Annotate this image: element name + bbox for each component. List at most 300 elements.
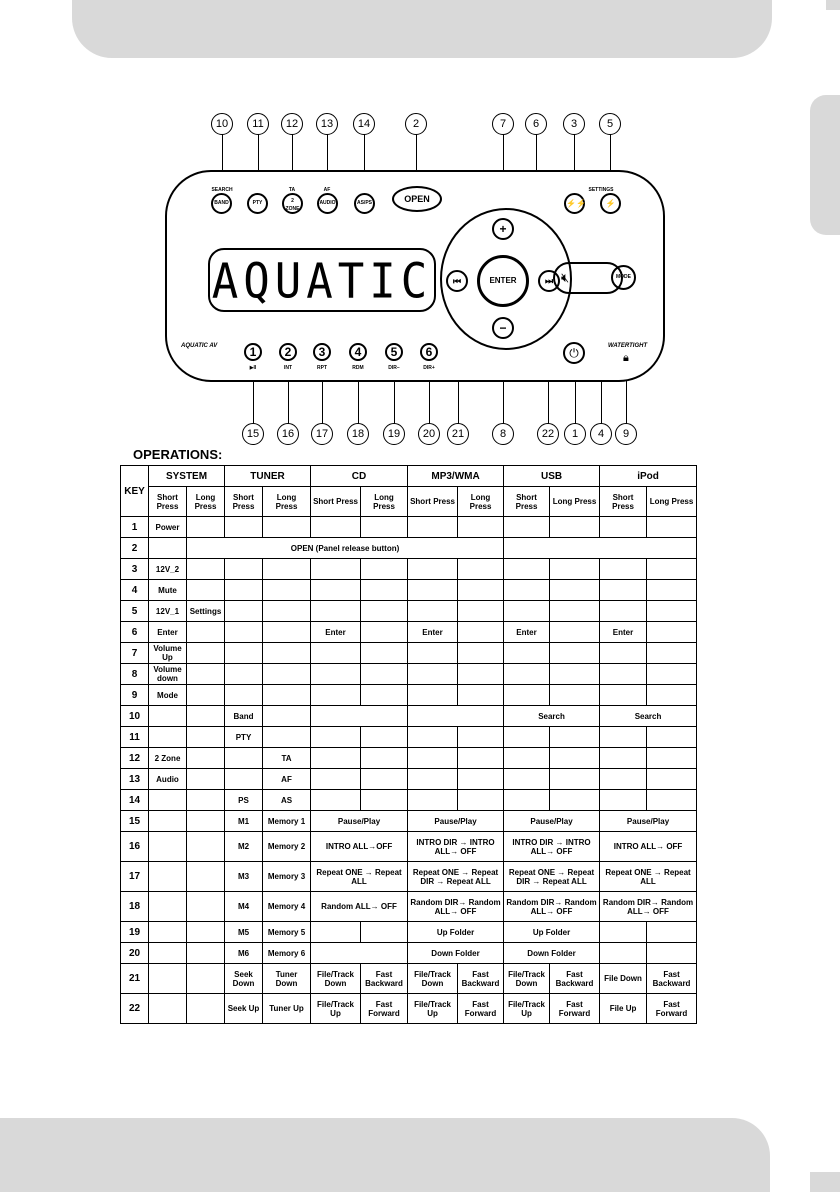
system-long-cell [187, 832, 225, 862]
cd-long-cell: Fast Backward [361, 964, 408, 994]
callout-bottom: 17 [311, 423, 333, 445]
mp3-merged-cell: Repeat ONE → Repeat DIR → Repeat ALL [408, 862, 504, 892]
tuner-short-cell [225, 748, 263, 769]
cd-long-cell [361, 643, 408, 664]
mp3-merged-cell: INTRO DIR → INTRO ALL→ OFF [408, 832, 504, 862]
mode-button[interactable]: MODE [611, 265, 636, 290]
mp3-short-cell [408, 790, 458, 811]
ipod-long-cell [647, 769, 697, 790]
tuner-long-cell [263, 685, 311, 706]
tuner-short-cell [225, 580, 263, 601]
mp3-long-cell [458, 790, 504, 811]
ipod-short-cell [600, 727, 647, 748]
tuner-short-cell [225, 559, 263, 580]
cd-merged-cell [311, 943, 408, 964]
callout-top: 13 [316, 113, 338, 135]
table-row [121, 559, 697, 580]
ipod-long-cell [647, 643, 697, 664]
cd-merged-cell [311, 706, 408, 727]
enter-button[interactable]: ENTER [477, 255, 529, 307]
long-press-header: Long Press [550, 487, 600, 517]
usb-merged-cell: Search [504, 706, 600, 727]
system-short-cell: Volume down [149, 664, 187, 685]
preset-2-caption: INT [283, 365, 293, 371]
callout-bottom: 4 [590, 423, 612, 445]
system-short-cell: Mute [149, 580, 187, 601]
ipod-short-cell [600, 559, 647, 580]
tuner-long-cell: AF [263, 769, 311, 790]
cd-long-cell [361, 580, 408, 601]
cd-short-cell [311, 685, 361, 706]
usb-long-cell [550, 622, 600, 643]
system-short-cell [149, 964, 187, 994]
table-row [121, 601, 697, 622]
usb-short-cell [504, 580, 550, 601]
ipod-long-cell [647, 790, 697, 811]
usb-long-cell [550, 643, 600, 664]
table-row [121, 994, 697, 1024]
usb-short-cell [504, 643, 550, 664]
tuner-short-cell [225, 622, 263, 643]
group-header: SYSTEM [149, 466, 225, 487]
ipod-merged-cell: Random DIR→ Random ALL→ OFF [600, 892, 697, 922]
short-press-header: Short Press [600, 487, 647, 517]
mp3-short-cell [408, 601, 458, 622]
system-short-cell [149, 811, 187, 832]
mp3-merged-cell: Up Folder [408, 922, 504, 943]
tuner-short-cell: Seek Down [225, 964, 263, 994]
long-press-header: Long Press [263, 487, 311, 517]
ipod-long-cell: Fast Forward [647, 994, 697, 1024]
mp3-short-cell [408, 580, 458, 601]
callout-bottom: 16 [277, 423, 299, 445]
operations-table-body [121, 466, 697, 1024]
callout-top: 6 [525, 113, 547, 135]
cd-short-cell [311, 727, 361, 748]
tuner-long-cell: Memory 4 [263, 892, 311, 922]
usb-long-cell [550, 517, 600, 538]
system-long-cell [187, 943, 225, 964]
cd-long-cell [361, 664, 408, 685]
cd-short-cell [311, 601, 361, 622]
table-row [121, 922, 697, 943]
audio-button[interactable]: AUDIO [317, 193, 338, 214]
mp3-long-cell [458, 748, 504, 769]
mp3-short-cell [408, 769, 458, 790]
ipod-short-cell [600, 943, 647, 964]
preset-6-caption: DIR+ [423, 365, 435, 371]
tuner-long-cell: Memory 5 [263, 922, 311, 943]
tuner-long-cell [263, 727, 311, 748]
tuner-long-cell: AS [263, 790, 311, 811]
ipod-merged-cell: Repeat ONE → Repeat ALL [600, 862, 697, 892]
lock-icon: 🔒︎ [623, 352, 629, 364]
tuner-long-cell [263, 559, 311, 580]
ipod-merged-cell: INTRO ALL→ OFF [600, 832, 697, 862]
zone-button[interactable]: 2 ZONE [282, 193, 303, 214]
table-row [121, 706, 697, 727]
usb-long-cell [550, 664, 600, 685]
ipod-long-cell: Fast Backward [647, 964, 697, 994]
ipod-long-cell [647, 748, 697, 769]
volume-down-button[interactable]: − [492, 317, 514, 339]
ipod-short-cell [600, 601, 647, 622]
system-long-cell [187, 790, 225, 811]
side-tab [810, 95, 840, 235]
ipod-short-cell: File Down [600, 964, 647, 994]
cd-long-cell [361, 922, 408, 943]
callout-top: 11 [247, 113, 269, 135]
key-cell: 2 [121, 538, 149, 559]
system-long-cell [187, 811, 225, 832]
usb-merged-cell: Repeat ONE → Repeat DIR → Repeat ALL [504, 862, 600, 892]
group-header: iPod [600, 466, 697, 487]
table-row [121, 643, 697, 664]
preset-2-button[interactable]: 2 [279, 343, 297, 361]
system-long-cell [187, 643, 225, 664]
ipod-long-cell [647, 664, 697, 685]
short-press-header: Short Press [225, 487, 263, 517]
ipod-long-cell [647, 580, 697, 601]
cd-merged-cell: Pause/Play [311, 811, 408, 832]
system-long-cell [187, 964, 225, 994]
table-row [121, 685, 697, 706]
table-row [121, 622, 697, 643]
tuner-long-cell: Memory 1 [263, 811, 311, 832]
next-track-button[interactable]: ⏭ [538, 270, 560, 292]
mp3-long-cell [458, 601, 504, 622]
12v-1-button[interactable]: ⚡ [600, 193, 621, 214]
tuner-long-cell: Memory 6 [263, 943, 311, 964]
key-cell: 16 [121, 832, 149, 862]
settings-button-caption: SETTINGS [588, 187, 614, 193]
mp3-long-cell [458, 664, 504, 685]
key-cell: 10 [121, 706, 149, 727]
ipod-short-cell [600, 517, 647, 538]
cd-long-cell [361, 769, 408, 790]
callout-bottom: 15 [242, 423, 264, 445]
preset-5-button[interactable]: 5 [385, 343, 403, 361]
usb-merged-cell: Down Folder [504, 943, 600, 964]
key-cell: 18 [121, 892, 149, 922]
mp3-long-cell [458, 580, 504, 601]
usb-merged-cell: Random DIR→ Random ALL→ OFF [504, 892, 600, 922]
table-header-row [121, 466, 697, 487]
tuner-short-cell: PS [225, 790, 263, 811]
audio-button-caption: AF [323, 187, 331, 193]
usb-merged-cell: Pause/Play [504, 811, 600, 832]
header-band [72, 0, 772, 58]
band-button-caption: SEARCH [211, 187, 233, 193]
usb-long-cell: Fast Forward [550, 994, 600, 1024]
usb-long-cell [550, 580, 600, 601]
system-short-cell: Power [149, 517, 187, 538]
mp3-long-cell [458, 559, 504, 580]
system-long-cell [187, 664, 225, 685]
cd-short-cell [311, 580, 361, 601]
group-header: USB [504, 466, 600, 487]
usb-short-cell [504, 601, 550, 622]
usb-short-cell [504, 727, 550, 748]
tuner-short-cell: M1 [225, 811, 263, 832]
ipod-short-cell [600, 664, 647, 685]
system-short-cell [149, 790, 187, 811]
usb-long-cell [550, 601, 600, 622]
cd-long-cell [361, 727, 408, 748]
tuner-long-cell [263, 622, 311, 643]
system-short-cell [149, 832, 187, 862]
cd-long-cell [361, 622, 408, 643]
system-long-cell [187, 622, 225, 643]
mp3-long-cell [458, 727, 504, 748]
key-cell: 9 [121, 685, 149, 706]
table-row [121, 727, 697, 748]
watertight-label: WATERTIGHT [608, 343, 648, 349]
12v-2-button[interactable]: ⚡⚡ [564, 193, 585, 214]
tuner-short-cell [225, 685, 263, 706]
key-cell: 17 [121, 862, 149, 892]
ipod-long-cell [647, 727, 697, 748]
short-press-header: Short Press [149, 487, 187, 517]
cd-merged-cell: Repeat ONE → Repeat ALL [311, 862, 408, 892]
cd-short-cell [311, 664, 361, 685]
system-long-cell: Settings [187, 601, 225, 622]
short-press-header: Short Press [504, 487, 550, 517]
table-row [121, 811, 697, 832]
mute-icon[interactable]: 🔇︎ [561, 270, 570, 285]
system-long-cell [187, 559, 225, 580]
system-long-cell [187, 994, 225, 1024]
tuner-short-cell [225, 664, 263, 685]
usb-short-cell [504, 559, 550, 580]
system-long-cell [187, 922, 225, 943]
tuner-long-cell [263, 664, 311, 685]
as-ps-button[interactable]: AS/PS [354, 193, 375, 214]
usb-long-cell [550, 790, 600, 811]
short-press-header: Short Press [311, 487, 361, 517]
preset-6-button[interactable]: 6 [420, 343, 438, 361]
tuner-long-cell [263, 517, 311, 538]
system-short-cell: 2 Zone [149, 748, 187, 769]
tuner-short-cell: M4 [225, 892, 263, 922]
tuner-short-cell: M6 [225, 943, 263, 964]
tuner-short-cell: Seek Up [225, 994, 263, 1024]
ipod-short-cell [600, 790, 647, 811]
system-short-cell: Audio [149, 769, 187, 790]
system-short-cell: 12V_1 [149, 601, 187, 622]
system-long-cell [187, 769, 225, 790]
preset-3-button[interactable]: 3 [313, 343, 331, 361]
display-text: AQUATIC [211, 253, 433, 310]
mp3-long-cell [458, 769, 504, 790]
usb-long-cell: Fast Backward [550, 964, 600, 994]
open-cell: OPEN (Panel release button) [187, 538, 504, 559]
lcd-display [208, 248, 436, 312]
ipod-short-cell [600, 580, 647, 601]
mp3-merged-cell: Down Folder [408, 943, 504, 964]
table-row [121, 892, 697, 922]
callout-top: 14 [353, 113, 375, 135]
system-short-cell: Enter [149, 622, 187, 643]
long-press-header: Long Press [458, 487, 504, 517]
preset-3-caption: RPT [317, 365, 327, 371]
mp3-merged-cell: Pause/Play [408, 811, 504, 832]
ipod-long-cell [647, 622, 697, 643]
usb-long-cell [550, 727, 600, 748]
zone-button-caption: TA [288, 187, 296, 193]
cd-long-cell [361, 559, 408, 580]
pty-button[interactable]: PTY [247, 193, 268, 214]
usb-short-cell: Enter [504, 622, 550, 643]
callout-bottom: 9 [615, 423, 637, 445]
key-cell: 14 [121, 790, 149, 811]
mp3-short-cell [408, 685, 458, 706]
mp3-short-cell: Enter [408, 622, 458, 643]
ipod-short-cell: Enter [600, 622, 647, 643]
ipod-long-cell [647, 943, 697, 964]
tuner-short-cell: Band [225, 706, 263, 727]
tuner-long-cell [263, 643, 311, 664]
ipod-long-cell [647, 685, 697, 706]
preset-1-button[interactable]: 1 [244, 343, 262, 361]
cd-short-cell: File/Track Up [311, 994, 361, 1024]
cd-short-cell [311, 643, 361, 664]
tuner-long-cell: Tuner Up [263, 994, 311, 1024]
system-long-cell [187, 580, 225, 601]
tuner-short-cell: M3 [225, 862, 263, 892]
mp3-short-cell [408, 517, 458, 538]
table-row [121, 517, 697, 538]
operations-title: OPERATIONS: [133, 447, 223, 462]
power-button[interactable]: ⏻ [563, 342, 585, 364]
key-cell: 4 [121, 580, 149, 601]
callout-bottom: 19 [383, 423, 405, 445]
open-button[interactable]: OPEN [392, 186, 442, 212]
tuner-long-cell: Tuner Down [263, 964, 311, 994]
key-cell: 21 [121, 964, 149, 994]
ipod-merged-cell: Pause/Play [600, 811, 697, 832]
system-short-cell [149, 538, 187, 559]
ipod-short-cell [600, 748, 647, 769]
usb-long-cell [550, 559, 600, 580]
table-row [121, 790, 697, 811]
band-button[interactable]: BAND [211, 193, 232, 214]
callout-bottom: 20 [418, 423, 440, 445]
ipod-short-cell [600, 769, 647, 790]
tuner-short-cell [225, 769, 263, 790]
cd-long-cell [361, 517, 408, 538]
footer-tab [810, 1172, 840, 1192]
table-row [121, 748, 697, 769]
usb-short-cell: File/Track Down [504, 964, 550, 994]
ipod-short-cell [600, 922, 647, 943]
cd-short-cell [311, 790, 361, 811]
footer-band [0, 1118, 770, 1192]
system-short-cell [149, 994, 187, 1024]
ipod-short-cell: File Up [600, 994, 647, 1024]
volume-up-button[interactable]: + [492, 218, 514, 240]
tuner-long-cell [263, 580, 311, 601]
key-cell: 11 [121, 727, 149, 748]
table-row [121, 832, 697, 862]
long-press-header: Long Press [187, 487, 225, 517]
table-row [121, 769, 697, 790]
system-long-cell [187, 748, 225, 769]
ipod-short-cell [600, 643, 647, 664]
tuner-short-cell: M5 [225, 922, 263, 943]
system-long-cell [187, 685, 225, 706]
cd-long-cell: Fast Forward [361, 994, 408, 1024]
key-header: KEY [121, 466, 149, 517]
system-long-cell [187, 706, 225, 727]
header-tab [826, 0, 840, 10]
tuner-long-cell [263, 706, 311, 727]
long-press-header: Long Press [647, 487, 697, 517]
usb-long-cell [550, 685, 600, 706]
ipod-short-cell [600, 685, 647, 706]
previous-track-button[interactable]: ⏮ [446, 270, 468, 292]
system-short-cell [149, 706, 187, 727]
brand-logo: AQUATIC AV [181, 343, 218, 349]
cd-long-cell [361, 790, 408, 811]
preset-4-button[interactable]: 4 [349, 343, 367, 361]
cd-long-cell [361, 748, 408, 769]
callout-bottom: 22 [537, 423, 559, 445]
key-cell: 15 [121, 811, 149, 832]
group-header: TUNER [225, 466, 311, 487]
cd-short-cell: Enter [311, 622, 361, 643]
cd-short-cell: File/Track Down [311, 964, 361, 994]
table-row [121, 664, 697, 685]
tuner-long-cell: Memory 2 [263, 832, 311, 862]
system-long-cell [187, 727, 225, 748]
preset-1-caption: ▶II [249, 365, 257, 371]
system-long-cell [187, 517, 225, 538]
ipod-merged-cell: Search [600, 706, 697, 727]
tuner-long-cell: TA [263, 748, 311, 769]
callout-top: 7 [492, 113, 514, 135]
key-cell: 20 [121, 943, 149, 964]
tuner-short-cell [225, 643, 263, 664]
blank-cell [504, 538, 697, 559]
system-short-cell: Volume Up [149, 643, 187, 664]
mp3-long-cell [458, 517, 504, 538]
tuner-long-cell: Memory 3 [263, 862, 311, 892]
key-cell: 1 [121, 517, 149, 538]
tuner-short-cell: PTY [225, 727, 263, 748]
ipod-long-cell [647, 517, 697, 538]
usb-short-cell [504, 790, 550, 811]
mp3-long-cell [458, 643, 504, 664]
mp3-short-cell [408, 727, 458, 748]
system-long-cell [187, 862, 225, 892]
system-short-cell [149, 922, 187, 943]
tuner-long-cell [263, 601, 311, 622]
short-press-header: Short Press [408, 487, 458, 517]
cd-long-cell [361, 685, 408, 706]
system-short-cell: 12V_2 [149, 559, 187, 580]
mp3-short-cell [408, 559, 458, 580]
tuner-short-cell: M2 [225, 832, 263, 862]
tuner-short-cell [225, 601, 263, 622]
long-press-header: Long Press [361, 487, 408, 517]
table-row [121, 538, 697, 559]
system-short-cell: Mode [149, 685, 187, 706]
usb-short-cell [504, 664, 550, 685]
callout-bottom: 1 [564, 423, 586, 445]
key-cell: 5 [121, 601, 149, 622]
callout-top: 3 [563, 113, 585, 135]
